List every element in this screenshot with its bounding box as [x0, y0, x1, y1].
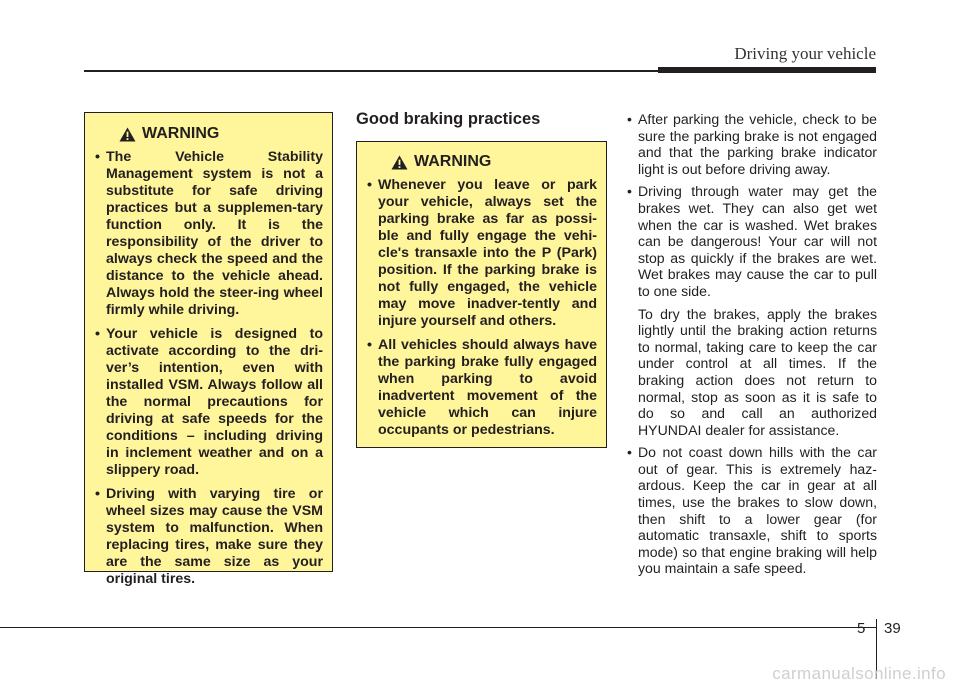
body-paragraph: • Do not coast down hills with the car out of gear. This is extremely haz-ardous. Keep the car in gear at all times, use the brakes to slow down, then shift to a lower gear (for automatic transaxle, shift to sports mode) so that engine braking will help you maintain a safe speed.	[638, 444, 877, 577]
body-list	[627, 111, 877, 577]
warning-item: • Whenever you leave or park your vehicle, always set the parking brake as far as possi-ble and fully engage the vehi-cle's transaxle into the P (Park) position. If the parking brake is not fully engaged, the vehicle may move inadver-tently and injure yourself and others.	[367, 177, 597, 330]
body-paragraph: To dry the brakes, apply the brakes lightly until the braking action returns to normal, taking care to keep the car under control at all times. If the braking action does not return to normal, stop as soon as it is safe to do so and call an authorized HYUNDAI dealer for assistance.	[638, 305, 877, 438]
body-paragraph: • Driving through water may get the brakes wet. They can also get wet when the car is washed. Wet brakes can be dangerous! Your car will not stop as quickly if the brakes are wet. Wet brakes may cause the car to pull to one side.	[638, 183, 877, 299]
warning-list	[367, 177, 597, 439]
watermark: carmanualsonline.info	[772, 664, 946, 683]
page-number: 39	[884, 620, 901, 637]
body-item	[627, 111, 877, 177]
body-item	[627, 444, 877, 577]
header-rule-accent	[658, 67, 876, 73]
footer-rule	[0, 627, 876, 628]
chapter-number: 5	[857, 620, 866, 637]
body-text-column	[627, 111, 877, 583]
body-paragraph: • After parking the vehicle, check to be sure the parking brake is not engaged and that the parking brake indicator light is out before driving away.	[638, 111, 877, 177]
warning-item: • All vehicles should always have the parking brake fully engaged when parking to avoid inadvertent movement of the vehicle which can injure occupants or pedestrians.	[367, 337, 597, 439]
warning-heading	[391, 153, 597, 171]
warning-item: • Driving with varying tire or wheel sizes may cause the VSM system to malfunction. When replacing tires, make sure they are the same size as your original tires.	[95, 486, 323, 588]
warning-box-vsm	[84, 112, 333, 587]
section-title: Driving your vehicle	[734, 44, 876, 63]
section-heading: Good braking practices	[356, 110, 541, 128]
warning-triangle-icon	[391, 155, 408, 170]
warning-item: • Your vehicle is designed to activate according to the dri-ver’s intention, even with installed VSM. Always follow all the normal precautions for driving at safe speeds for the conditions – including driving in inclement weather and on a slippery road.	[95, 326, 323, 479]
warning-heading	[119, 125, 323, 143]
warning-title: WARNING	[142, 125, 220, 142]
body-item	[627, 183, 877, 438]
warning-box-parking-brake	[356, 141, 607, 448]
warning-triangle-icon	[119, 127, 136, 142]
warning-list	[95, 149, 323, 588]
warning-title: WARNING	[414, 153, 492, 170]
warning-item: • The Vehicle Stability Management system is not a substitute for safe driving practices but a supplemen-tary function only. It is the responsibility of the driver to always check the speed and the distance to the vehicle ahead. Always hold the steer-ing wheel firmly while driving.	[95, 149, 323, 319]
